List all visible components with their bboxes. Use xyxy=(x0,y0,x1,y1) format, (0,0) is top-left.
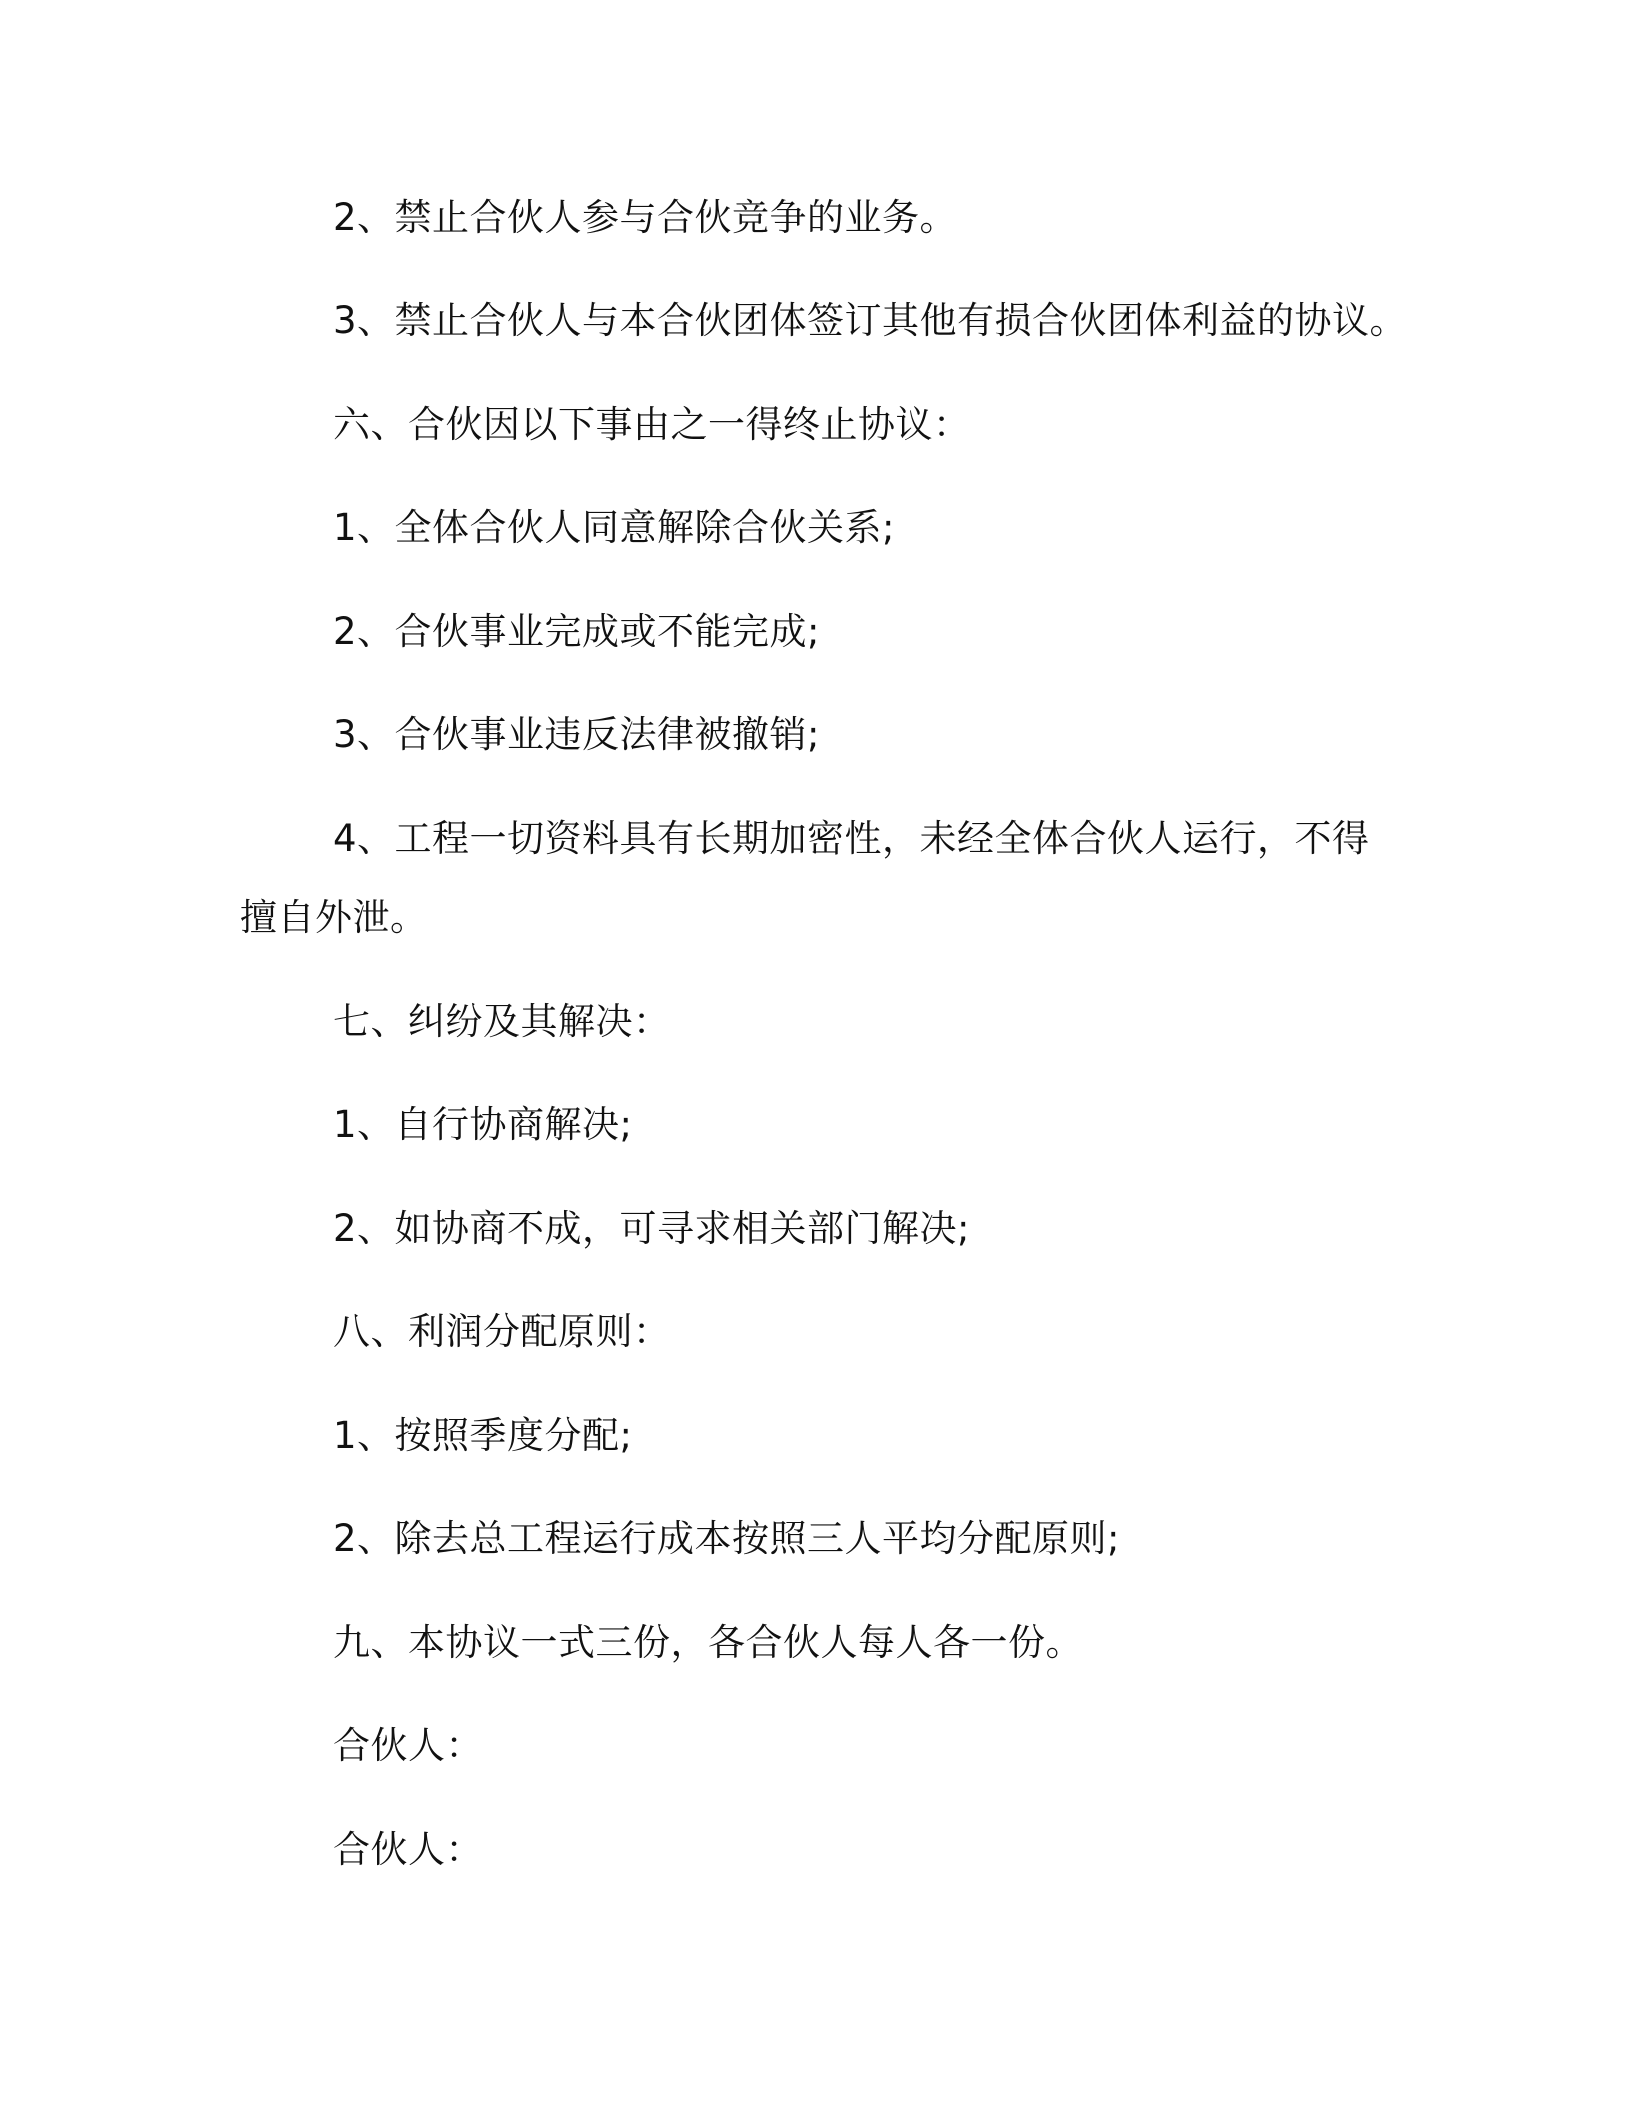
clause-9: 九、本协议一式三份，各合伙人每人各一份。 xyxy=(333,1621,1083,1664)
clause-5-item-3: 3、禁止合伙人与本合伙团体签订其他有损合伙团体利益的协议。 xyxy=(333,299,1408,342)
clause-7-item-1: 1、自行协商解决; xyxy=(333,1103,633,1146)
clause-7-heading: 七、纠纷及其解决： xyxy=(333,1000,671,1043)
clause-6-item-2: 2、合伙事业完成或不能完成; xyxy=(333,610,821,653)
clause-8-item-1: 1、按照季度分配; xyxy=(333,1414,633,1457)
clause-6-item-4-continuation: 擅自外泄。 xyxy=(240,896,428,939)
clause-7-item-2: 2、如协商不成，可寻求相关部门解决; xyxy=(333,1207,971,1250)
clause-6-heading: 六、合伙因以下事由之一得终止协议： xyxy=(333,403,971,446)
clause-8-item-2: 2、除去总工程运行成本按照三人平均分配原则; xyxy=(333,1517,1121,1560)
partner-signature-line-2: 合伙人： xyxy=(333,1828,483,1871)
clause-6-item-3: 3、合伙事业违反法律被撤销; xyxy=(333,713,821,756)
clause-8-heading: 八、利润分配原则： xyxy=(333,1310,671,1353)
clause-6-item-4: 4、工程一切资料具有长期加密性，未经全体合伙人运行，不得 xyxy=(333,817,1370,860)
clause-5-item-2: 2、禁止合伙人参与合伙竞争的业务。 xyxy=(333,196,958,239)
partner-signature-line-1: 合伙人： xyxy=(333,1724,483,1767)
clause-6-item-1: 1、全体合伙人同意解除合伙关系; xyxy=(333,506,896,549)
